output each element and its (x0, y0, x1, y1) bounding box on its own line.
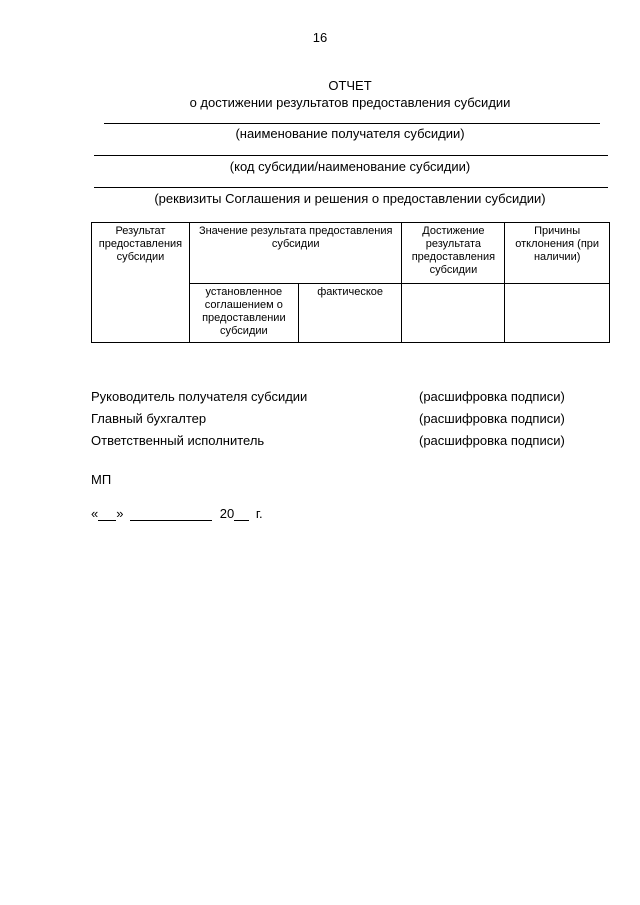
year-blank (234, 508, 249, 521)
month-blank (130, 508, 212, 521)
code-underline (94, 155, 608, 156)
table-header-row (92, 223, 610, 284)
date-open-quote: « (91, 506, 99, 521)
report-title (0, 77, 640, 111)
stamp-label: МП (91, 472, 112, 487)
day-blank (98, 508, 116, 521)
subheader-established: установленное соглашением о предоставлении субсидии (189, 284, 298, 343)
recipient-caption: (наименование получателя субсидии) (235, 126, 465, 141)
signature-role-accountant: Главный бухгалтер (91, 411, 207, 426)
signature-role-head: Руководитель получателя субсидии (91, 389, 308, 404)
subheader-actual: фактическое (298, 284, 402, 343)
requisites-underline (94, 187, 608, 188)
year-suffix: г. (255, 506, 263, 521)
signature-role-executor: Ответственный исполнитель (91, 433, 265, 448)
report-table (91, 222, 610, 343)
code-caption: (код субсидии/наименование субсидии) (229, 159, 471, 174)
cell-achievement (402, 284, 505, 343)
title-line-2: о достижении результатов предоставления субсидии (189, 95, 511, 110)
header-achievement: Достижение результата предоставления субсидии (402, 223, 505, 284)
page-number: 16 (312, 30, 328, 45)
year-prefix: 20 (219, 506, 235, 521)
header-value: Значение результата предоставления субсидии (189, 223, 402, 284)
header-result: Результат предоставления субсидии (92, 223, 190, 343)
requisites-caption: (реквизиты Соглашения и решения о предоставлении субсидии) (154, 191, 546, 206)
cell-reasons (505, 284, 610, 343)
signature-decode-head: (расшифровка подписи) (419, 389, 565, 404)
title-line-1: ОТЧЕТ (328, 78, 372, 93)
signature-decode-accountant: (расшифровка подписи) (419, 411, 565, 426)
date-close-quote: » (116, 506, 124, 521)
header-reasons: Причины отклонения (при наличии) (505, 223, 610, 284)
recipient-underline (104, 123, 600, 124)
date-field (91, 506, 263, 521)
signature-decode-executor: (расшифровка подписи) (419, 433, 565, 448)
